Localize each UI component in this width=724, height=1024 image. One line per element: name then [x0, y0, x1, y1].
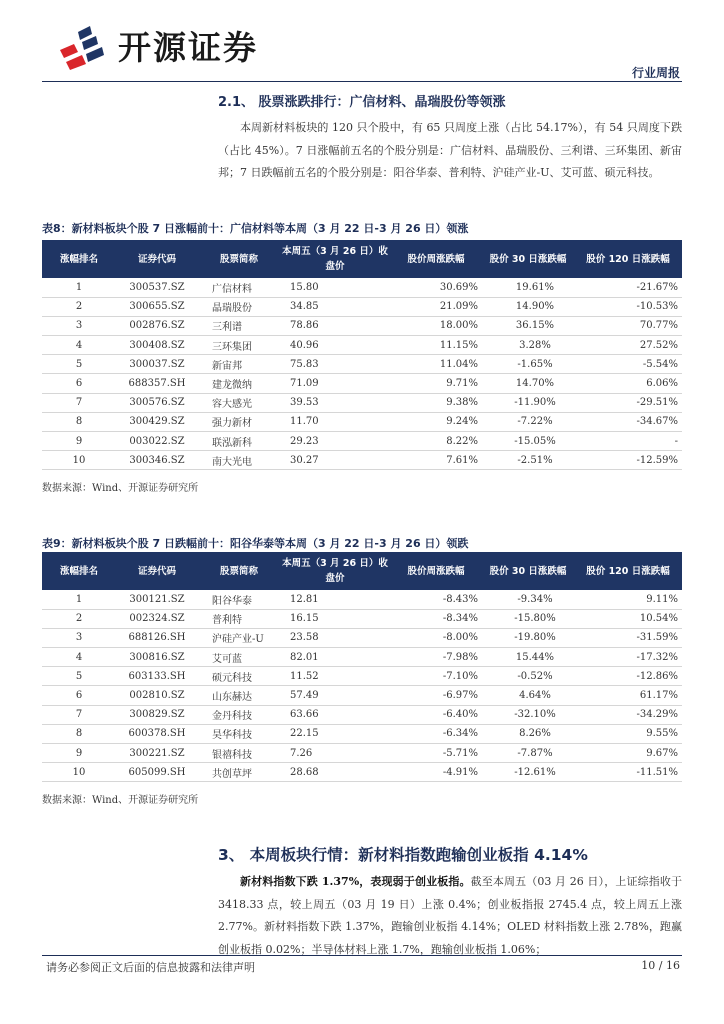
table-cell: -15.80% — [514, 613, 556, 625]
table-cell: -31.59% — [636, 632, 678, 644]
column-header: 本周五（3 月 26 日）收盘价 — [280, 240, 390, 278]
table-cell: 10 — [72, 454, 86, 466]
section-3-lead: 新材料指数下跌 1.37%，表现弱于创业板指。 — [240, 875, 471, 888]
table-cell: 36.15% — [515, 320, 555, 332]
table-cell: 30.69% — [439, 281, 478, 293]
table-cell: 10.54% — [639, 613, 678, 625]
table-cell: 22.15 — [290, 728, 319, 740]
table-cell: 7 — [75, 709, 83, 721]
table-row — [42, 316, 682, 335]
brand-logo-icon — [56, 22, 108, 72]
table-cell: 300429.SZ — [129, 416, 185, 428]
table-cell: 南大光电 — [212, 456, 252, 468]
table-cell: -8.43% — [442, 593, 478, 605]
column-header: 本周五（3 月 26 日）收盘价 — [280, 552, 390, 590]
table-cell: 7 — [75, 397, 83, 409]
column-header: 股票简称 — [198, 240, 280, 278]
table-cell: 4 — [75, 339, 83, 351]
table-cell: 300816.SZ — [129, 651, 185, 663]
table-row — [42, 744, 682, 763]
table-row — [42, 590, 682, 609]
table-cell: 688357.SH — [128, 378, 186, 390]
table-cell: 21.09% — [439, 301, 478, 313]
table-row — [42, 336, 682, 355]
table-cell: -11.90% — [514, 397, 556, 409]
table-cell: 容大感光 — [212, 399, 252, 411]
section-2-1-paragraph: 本周新材料板块的 120 只个股中，有 65 只周度上涨（占比 54.17%），有 54 只周度下跌（占比 45%）。7 日涨幅前五名的个股分别是：广信材料、晶瑞股份、三利谱、三环集团、新宙邦；7 日跌幅前五名的个股分别是：阳谷华泰、普利特、沪硅产业-U、艾可蓝、硕元科技。 — [218, 121, 682, 179]
column-header: 股价 120 日涨跌幅 — [574, 240, 682, 278]
table-cell: 11.70 — [290, 416, 319, 428]
table-cell: 300221.SZ — [129, 747, 185, 759]
table-cell: 三环集团 — [212, 341, 252, 353]
table-cell: 300829.SZ — [129, 709, 185, 721]
table-row — [42, 374, 682, 393]
table-cell: 6 — [75, 378, 83, 390]
table-cell: -5.54% — [642, 358, 678, 370]
table-9-title: 表9：新材料板块个股 7 日跌幅前十：阳谷华泰等本周（3 月 22 日-3 月 26 日）领跌 — [42, 537, 469, 550]
table-cell: -29.51% — [636, 397, 678, 409]
table-row — [42, 297, 682, 316]
table-cell: -7.10% — [442, 670, 478, 682]
brand-name: 开源证券 — [118, 28, 258, 67]
table-cell: 82.01 — [290, 651, 319, 663]
table-cell: 300576.SZ — [129, 397, 185, 409]
table-row — [42, 432, 682, 451]
table-cell: 新宙邦 — [212, 360, 242, 372]
table-cell: 银禧科技 — [212, 749, 252, 761]
table-cell: -7.87% — [517, 747, 553, 759]
table-cell: -7.22% — [517, 416, 553, 428]
table-9-source: 数据来源：Wind、开源证券研究所 — [42, 795, 199, 806]
table-cell: 300537.SZ — [129, 281, 185, 293]
table-8-title: 表8：新材料板块个股 7 日涨幅前十：广信材料等本周（3 月 22 日-3 月 26 日）领涨 — [42, 222, 469, 235]
table-cell: 3 — [75, 632, 83, 644]
table-cell: 600378.SH — [128, 728, 186, 740]
table-row — [42, 355, 682, 374]
table-cell: 2 — [75, 613, 83, 625]
table-cell: -5.71% — [442, 747, 478, 759]
table-cell: 300346.SZ — [129, 454, 185, 466]
table-row — [42, 451, 682, 470]
table-cell: -32.10% — [514, 709, 556, 721]
footer-divider — [42, 955, 682, 956]
table-cell: 688126.SH — [128, 632, 186, 644]
table-cell: -0.52% — [517, 670, 553, 682]
table-cell: -8.34% — [442, 613, 478, 625]
column-header: 证券代码 — [116, 240, 198, 278]
table-header-row — [42, 240, 682, 278]
table-cell: 12.81 — [290, 593, 319, 605]
table-cell: 8 — [75, 416, 83, 428]
table-cell: 9.67% — [646, 747, 678, 759]
table-cell: 沪硅产业-U — [212, 634, 264, 646]
report-type: 行业周报 — [631, 66, 680, 80]
table-cell: 昊华科技 — [212, 730, 252, 742]
table-cell: 9.71% — [446, 378, 478, 390]
table-cell: 11.52 — [290, 670, 319, 682]
table-cell: 9 — [75, 747, 83, 759]
table-cell: -34.67% — [636, 416, 678, 428]
table-cell: 3.28% — [519, 339, 551, 351]
table-cell: -6.97% — [442, 690, 478, 702]
table-cell: 2 — [75, 301, 83, 313]
table-cell: 9 — [75, 435, 83, 447]
table-cell: -2.51% — [517, 454, 553, 466]
table-cell: 9.38% — [446, 397, 478, 409]
table-cell: 23.58 — [290, 632, 319, 644]
table-row — [42, 393, 682, 412]
table-cell: 75.83 — [290, 358, 319, 370]
table-cell: 300408.SZ — [129, 339, 185, 351]
page-number: 10 / 16 — [641, 959, 680, 972]
table-cell: 30.27 — [290, 454, 319, 466]
table-row — [42, 705, 682, 724]
table-cell: 7.26 — [290, 747, 313, 759]
table-cell: 广信材料 — [212, 283, 252, 295]
column-header: 股票简称 — [198, 552, 280, 590]
column-header: 股价 120 日涨跌幅 — [574, 552, 682, 590]
table-cell: 34.85 — [290, 301, 319, 313]
table-cell: 300121.SZ — [129, 593, 185, 605]
table-cell: 9.55% — [646, 728, 678, 740]
table-cell: 19.61% — [515, 281, 555, 293]
table-cell: -8.00% — [442, 632, 478, 644]
column-header: 股价 30 日涨跌幅 — [482, 240, 574, 278]
table-cell: -6.34% — [442, 728, 478, 740]
table-cell: -21.67% — [636, 281, 678, 293]
table-cell: 7.61% — [446, 454, 478, 466]
table-cell: 4 — [75, 651, 83, 663]
table-cell: -17.32% — [636, 651, 678, 663]
table-cell: 3 — [75, 320, 83, 332]
table-cell: 8 — [75, 728, 83, 740]
section-2-1-title: 2.1、 股票涨跌排行：广信材料、晶瑞股份等领涨 — [218, 95, 506, 110]
table-cell: 三利谱 — [212, 322, 242, 334]
table-cell: 78.86 — [290, 320, 319, 332]
table-cell: 11.15% — [439, 339, 478, 351]
table-cell: -34.29% — [636, 709, 678, 721]
table-cell: 40.96 — [290, 339, 319, 351]
table-8 — [42, 240, 682, 470]
table-cell: 57.49 — [290, 690, 319, 702]
table-cell: 300655.SZ — [129, 301, 185, 313]
table-cell: -9.34% — [517, 593, 553, 605]
table-9 — [42, 552, 682, 782]
table-8-source: 数据来源：Wind、开源证券研究所 — [42, 483, 199, 494]
table-cell: -6.40% — [442, 709, 478, 721]
table-cell: 硕元科技 — [212, 672, 252, 684]
table-cell: 29.23 — [290, 435, 319, 447]
table-cell: -12.61% — [514, 766, 556, 778]
table-row — [42, 648, 682, 667]
table-cell: 1 — [75, 281, 83, 293]
table-cell: -11.51% — [636, 766, 678, 778]
table-cell: 002324.SZ — [129, 613, 185, 625]
table-cell: 27.52% — [639, 339, 678, 351]
table-row — [42, 278, 682, 297]
table-header-row — [42, 552, 682, 590]
table-cell: 6.06% — [646, 378, 678, 390]
table-cell: 5 — [75, 670, 83, 682]
column-header: 证券代码 — [116, 552, 198, 590]
table-cell: 15.44% — [515, 651, 555, 663]
table-cell: 联泓新科 — [212, 437, 252, 449]
section-3-body: 截至本周五（03 月 26 日），上证综指收于 3418.33 点，较上周五（03 月 19 日）上涨 0.4%；创业板指报 2745.4 点，较上周五上涨 2.77%。新材料指数下跌 1.37%，跑输创业板指 4.14%；OLED 材料指数上涨 2.78%，跑赢创业板指 0.02%；半导体材料上涨 1.7%，跑输创业板指 1.06%； — [218, 875, 682, 956]
table-cell: 61.17% — [639, 690, 678, 702]
table-cell: - — [674, 435, 678, 447]
table-cell: 9.11% — [646, 593, 678, 605]
table-cell: 建龙微纳 — [212, 380, 252, 392]
header-divider — [42, 81, 682, 82]
table-cell: 003022.SZ — [129, 435, 185, 447]
table-cell: 39.53 — [290, 397, 319, 409]
table-cell: 8.26% — [519, 728, 551, 740]
table-cell: 山东赫达 — [212, 692, 252, 704]
table-row — [42, 724, 682, 743]
table-cell: 6 — [75, 690, 83, 702]
column-header: 涨幅排名 — [42, 552, 116, 590]
table-cell: 9.24% — [446, 416, 478, 428]
column-header: 股价 30 日涨跌幅 — [482, 552, 574, 590]
table-row — [42, 412, 682, 431]
table-cell: 300037.SZ — [129, 358, 185, 370]
column-header: 股价周涨跌幅 — [390, 240, 482, 278]
table-cell: 15.80 — [290, 281, 319, 293]
table-cell: 普利特 — [212, 615, 242, 627]
table-cell: -12.59% — [636, 454, 678, 466]
table-cell: 强力新材 — [212, 418, 252, 430]
table-cell: 艾可蓝 — [212, 653, 242, 665]
table-cell: -19.80% — [514, 632, 556, 644]
column-header: 股价周涨跌幅 — [390, 552, 482, 590]
table-cell: 63.66 — [290, 709, 319, 721]
table-cell: 14.90% — [515, 301, 555, 313]
table-cell: 28.68 — [290, 766, 319, 778]
table-row — [42, 667, 682, 686]
table-cell: -12.86% — [636, 670, 678, 682]
table-cell: 16.15 — [290, 613, 319, 625]
table-cell: -7.98% — [442, 651, 478, 663]
table-row — [42, 763, 682, 782]
section-3-paragraph — [218, 871, 682, 961]
table-cell: 002876.SZ — [129, 320, 185, 332]
table-cell: 金丹科技 — [212, 711, 252, 723]
table-cell: 14.70% — [515, 378, 555, 390]
table-cell: 晶瑞股份 — [212, 303, 252, 315]
table-cell: 603133.SH — [128, 670, 186, 682]
table-cell: 71.09 — [290, 378, 319, 390]
table-cell: -4.91% — [442, 766, 478, 778]
table-cell: 4.64% — [519, 690, 551, 702]
table-row — [42, 628, 682, 647]
table-cell: 10 — [72, 766, 86, 778]
table-cell: 70.77% — [639, 320, 678, 332]
footer-disclaimer: 请务必参阅正文后面的信息披露和法律声明 — [46, 961, 255, 974]
table-cell: 002810.SZ — [129, 690, 185, 702]
section-3-title: 3、 本周板块行情：新材料指数跑输创业板指 4.14% — [218, 846, 588, 864]
table-cell: 5 — [75, 358, 83, 370]
table-cell: -1.65% — [517, 358, 553, 370]
table-cell: 11.04% — [439, 358, 478, 370]
table-row — [42, 609, 682, 628]
table-cell: 8.22% — [446, 435, 478, 447]
table-cell: -15.05% — [514, 435, 556, 447]
table-cell: 共创草坪 — [212, 768, 252, 780]
table-cell: 605099.SH — [128, 766, 186, 778]
table-cell: 1 — [75, 593, 83, 605]
table-cell: 阳谷华泰 — [212, 595, 252, 607]
column-header: 涨幅排名 — [42, 240, 116, 278]
table-cell: -10.53% — [636, 301, 678, 313]
table-row — [42, 686, 682, 705]
table-cell: 18.00% — [439, 320, 478, 332]
